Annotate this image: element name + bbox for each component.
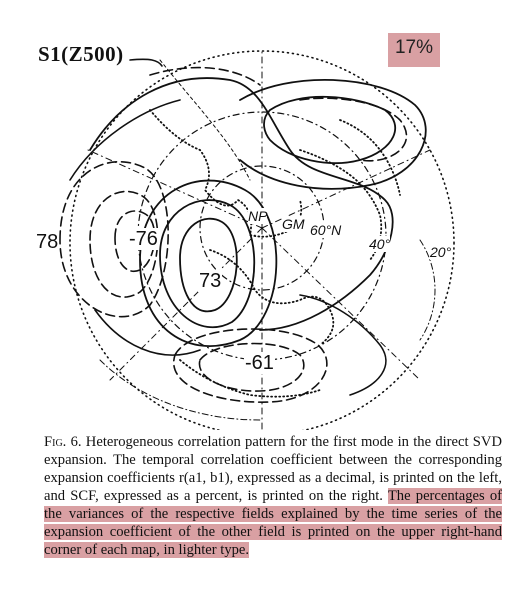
contour-label: -61	[245, 352, 274, 374]
figure-label: Fig. 6.	[44, 434, 82, 450]
latitude-label-40: 40°	[369, 236, 391, 252]
caption-highlighted-text: The percentages of the variances of the respective fields explained by the time series of the expansion coefficient of the other field is printed on the upper right-hand corner of each map, in lighter type.	[44, 488, 502, 558]
scf-percent-badge	[388, 33, 440, 67]
scf-percent: 17%	[394, 37, 434, 58]
contour-label: -76	[129, 228, 158, 250]
place-label-gm: GM	[282, 216, 305, 232]
contour-label: 73	[199, 270, 222, 292]
map-title: S1(Z500)	[38, 42, 124, 66]
place-label-np: NP	[248, 208, 268, 224]
latitude-label-60n: 60°N	[310, 222, 342, 238]
caption-text: Heterogeneous correlation pattern for the first mode in the direct SVD expansion. The temporal correlation coefficient between the corresponding expansion coefficients r(a1, b1), expressed as a decimal, is printed on the left, and SCF, expressed as a percent, is printed on the right.	[44, 434, 502, 504]
correlation-value: 78	[36, 231, 59, 253]
latitude-label-20: 20°	[430, 244, 452, 260]
figure-caption	[44, 433, 502, 559]
